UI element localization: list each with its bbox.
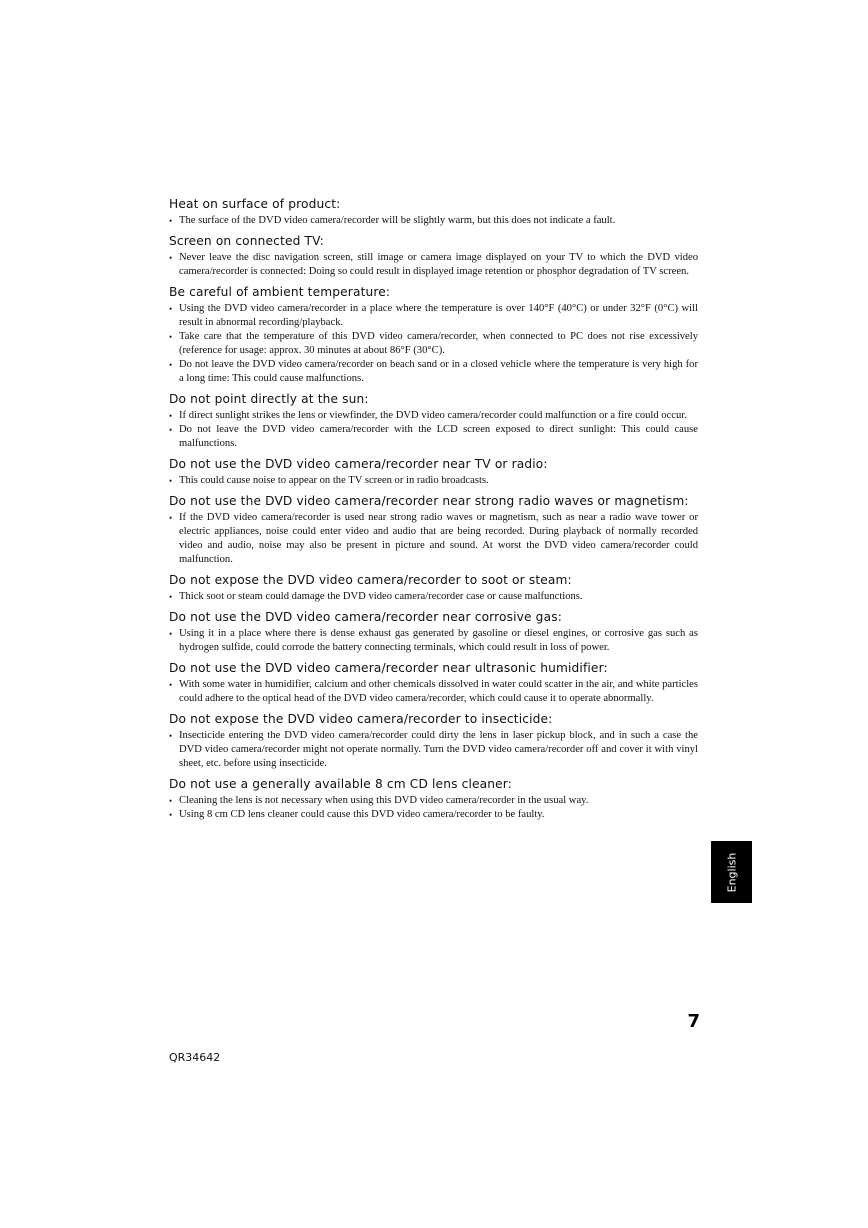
bullet-item: • Cleaning the lens is not necessary when using this DVD video camera/recorder in the usual way. [169,794,698,808]
bullet-item: • The surface of the DVD video camera/recorder will be slightly warm, but this does not indicate a fault. [169,214,698,228]
language-tab-label: English [724,852,738,892]
notice-section [169,234,698,279]
bullet-item: • If direct sunlight strikes the lens or viewfinder, the DVD video camera/recorder could malfunction or a fire could occur. [169,409,698,423]
section-heading: Do not expose the DVD video camera/recorder to soot or steam: [169,573,572,587]
bullet-item: • Using the DVD video camera/recorder in a place where the temperature is over 140°F (40°C) or under 32°F (0°C) will result in abnormal recording/playback. [169,302,698,330]
bullet-item: • This could cause noise to appear on the TV screen or in radio broadcasts. [169,474,698,488]
bullet-list [169,729,698,771]
notice-section [169,392,698,451]
notice-section [169,712,698,771]
language-tab [711,841,752,903]
bullet-item: • Insecticide entering the DVD video camera/recorder could dirty the lens in laser pickup block, and in such a case the DVD video camera/recorder might not operate normally. Turn the DVD video camera/recorder off and cover it with vinyl sheet, etc. before using insecticide. [169,729,698,771]
section-heading: Do not use the DVD video camera/recorder near strong radio waves or magnetism: [169,494,689,508]
bullet-list [169,409,698,451]
notice-section [169,661,698,706]
section-heading: Do not use the DVD video camera/recorder near TV or radio: [169,457,548,471]
section-heading: Do not use the DVD video camera/recorder near corrosive gas: [169,610,562,624]
section-heading: Do not expose the DVD video camera/recorder to insecticide: [169,712,553,726]
bullet-list [169,590,698,604]
notice-section [169,494,698,567]
bullet-item: • Thick soot or steam could damage the DVD video camera/recorder case or cause malfunctions. [169,590,698,604]
bullet-list [169,474,698,488]
bullet-item: • If the DVD video camera/recorder is used near strong radio waves or magnetism, such as near a radio wave tower or electric appliances, noise could enter video and audio that are being recorded. During playback of normally recorded video and audio, noise may also be present in picture and sound. At worst the DVD video camera/recorder could malfunction. [169,511,698,567]
section-heading: Be careful of ambient temperature: [169,285,391,299]
bullet-list [169,627,698,655]
bullet-list [169,251,698,279]
section-heading: Heat on surface of product: [169,197,341,211]
bullet-item: • Using 8 cm CD lens cleaner could cause this DVD video camera/recorder to be faulty. [169,808,698,822]
section-heading: Do not point directly at the sun: [169,392,369,406]
notice-section [169,573,698,604]
bullet-item: • Do not leave the DVD video camera/recorder on beach sand or in a closed vehicle where the temperature is very high for a long time: This could cause malfunctions. [169,358,698,386]
section-heading: Do not use the DVD video camera/recorder near ultrasonic humidifier: [169,661,608,675]
notice-section [169,777,698,822]
bullet-list [169,794,698,822]
notice-section [169,197,698,228]
bullet-item: • With some water in humidifier, calcium and other chemicals dissolved in water could scatter in the air, and white particles could adhere to the optical head of the DVD video camera/recorder, which could cause it to operate abnormally. [169,678,698,706]
bullet-list [169,511,698,567]
bullet-list [169,678,698,706]
bullet-item: • Using it in a place where there is dense exhaust gas generated by gasoline or diesel engines, or corrosive gas such as hydrogen sulfide, could corrode the battery connecting terminals, which could result in loss of power. [169,627,698,655]
document-code: QR34642 [169,1051,221,1064]
bullet-list [169,302,698,386]
bullet-item: • Take care that the temperature of this DVD video camera/recorder, when connected to PC does not rise excessively (reference for usage: approx. 30 minutes at about 86°F (30°C). [169,330,698,358]
notice-section [169,610,698,655]
notice-section [169,285,698,386]
bullet-item: • Never leave the disc navigation screen, still image or camera image displayed on your TV to which the DVD video camera/recorder is connected: Doing so could result in displayed image retention or phosphor degradation of TV screen. [169,251,698,279]
section-heading: Screen on connected TV: [169,234,324,248]
page-content [169,197,698,822]
bullet-list [169,214,698,228]
page-number: 7 [687,1011,700,1032]
bullet-item: • Do not leave the DVD video camera/recorder with the LCD screen exposed to direct sunlight: This could cause malfunctions. [169,423,698,451]
notice-section [169,457,698,488]
section-heading: Do not use a generally available 8 cm CD lens cleaner: [169,777,512,791]
